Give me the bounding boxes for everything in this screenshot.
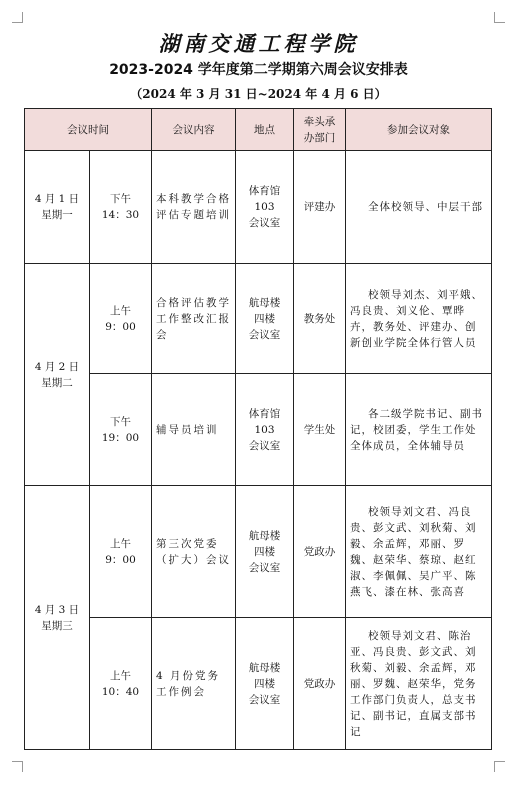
- attendees-text: 校领导刘文君、冯良贵、彭文武、刘秋菊、刘毅、余孟辉，邓丽、罗魏、赵荣华、蔡琼、赵红淑、李佩佩、吴广平、陈燕飞、漆在林、张高喜: [350, 505, 477, 598]
- dept-cell: 学生处: [294, 374, 346, 486]
- day-weekday: 星期二: [41, 376, 73, 389]
- content-cell: 合格评估教学工作整改汇报会: [152, 264, 236, 374]
- location-line3: 会议室: [248, 561, 281, 574]
- location-line3: 会议室: [248, 439, 281, 452]
- crop-mark-bottom-right: [494, 761, 505, 772]
- header-dept: [294, 109, 346, 151]
- location-line1: 体育馆: [248, 407, 281, 420]
- attendees-text: 校领导刘杰、刘平娥、冯良贵、刘义伦、覃晔卉，教务处、评建办、创新创业学院全体行管人员: [350, 288, 483, 349]
- header-dept-line1: 牵头承: [303, 115, 336, 128]
- table-row: [25, 486, 492, 618]
- day-date: 4 月 3 日: [34, 603, 80, 616]
- dept-cell: 党政办: [294, 618, 346, 750]
- dept-cell: 党政办: [294, 486, 346, 618]
- header-time: 会议时间: [25, 109, 152, 151]
- location-cell: [236, 374, 294, 486]
- attendees-cell: [346, 151, 492, 264]
- table-row: [25, 151, 492, 264]
- attendees-cell: [346, 486, 492, 618]
- location-line1: 体育馆: [248, 185, 281, 197]
- header-dept-line2: 办部门: [303, 131, 336, 144]
- time-cell: [90, 374, 152, 486]
- day-cell: [25, 264, 90, 486]
- crop-mark-top-right: [494, 12, 505, 23]
- document-title: 2023-2024 学年度第二学期第六周会议安排表: [109, 62, 408, 78]
- attendees-cell: [346, 264, 492, 374]
- time-value: 9：00: [105, 320, 136, 333]
- location-cell: [236, 264, 294, 374]
- location-cell: [236, 618, 294, 750]
- location-line2: 103: [254, 423, 275, 436]
- header-attendees: 参加会议对象: [346, 109, 492, 151]
- attendees-text: 校领导刘文君、陈治亚、冯良贵、彭文武、刘秋菊、刘毅、余孟辉，邓丽、罗魏、赵荣华，党务工作部门负责人，总支书记、副书记，直属支部书记: [350, 629, 477, 738]
- date-range: （2024 年 3 月 31 日~2024 年 4 月 6 日）: [130, 87, 387, 101]
- dept-cell: 教务处: [294, 264, 346, 374]
- location-line2: 四楼: [254, 545, 275, 558]
- day-date: 4 月 2 日: [34, 360, 80, 373]
- time-value: 19：00: [101, 431, 140, 444]
- location-line3: 会议室: [248, 328, 281, 341]
- header-location: 地点: [236, 109, 294, 151]
- crop-mark-top-left: [12, 12, 23, 23]
- content-cell: 第三次党委（扩大）会议: [152, 486, 236, 618]
- day-weekday: 星期一: [41, 209, 73, 221]
- location-cell: [236, 151, 294, 264]
- day-weekday: 星期三: [41, 619, 73, 632]
- table-row: [25, 374, 492, 486]
- location-line2: 四楼: [254, 677, 275, 690]
- content-cell: 4 月份党务工作例会: [152, 618, 236, 750]
- dept-cell: 评建办: [294, 151, 346, 264]
- attendees-text: 全体校领导、中层干部: [368, 201, 483, 213]
- attendees-cell: [346, 618, 492, 750]
- attendees-cell: [346, 374, 492, 486]
- table-row: [25, 618, 492, 750]
- school-name: 湖南交通工程学院: [158, 31, 359, 56]
- location-line1: 航母楼: [248, 661, 281, 674]
- location-line2: 四楼: [254, 312, 275, 325]
- header-content: 会议内容: [152, 109, 236, 151]
- location-line1: 航母楼: [248, 529, 281, 542]
- day-cell: [25, 486, 90, 750]
- meeting-schedule-table: [24, 108, 492, 750]
- table-header-row: [25, 109, 492, 151]
- time-cell: [90, 151, 152, 264]
- day-date: 4 月 1 日: [34, 193, 80, 205]
- day-cell: [25, 151, 90, 264]
- content-cell: 本科教学合格评估专题培训: [152, 151, 236, 264]
- location-line3: 会议室: [248, 693, 281, 706]
- location-line2: 103: [254, 201, 275, 213]
- time-value: 9：00: [105, 553, 136, 566]
- location-line3: 会议室: [248, 217, 281, 229]
- location-cell: [236, 486, 294, 618]
- location-line1: 航母楼: [248, 296, 281, 309]
- time-period: 上午: [110, 304, 131, 317]
- time-value: 14：30: [101, 209, 140, 221]
- crop-mark-bottom-left: [12, 761, 23, 772]
- time-value: 10：40: [101, 685, 140, 698]
- time-period: 上午: [110, 537, 131, 550]
- content-cell: 辅导员培训: [152, 374, 236, 486]
- time-period: 上午: [110, 669, 131, 682]
- attendees-text: 各二级学院书记、副书记，校团委，学生工作处全体成员，全体辅导员: [350, 407, 483, 452]
- time-period: 下午: [110, 193, 131, 205]
- table-row: [25, 264, 492, 374]
- time-cell: [90, 264, 152, 374]
- time-period: 下午: [110, 415, 131, 428]
- time-cell: [90, 618, 152, 750]
- time-cell: [90, 486, 152, 618]
